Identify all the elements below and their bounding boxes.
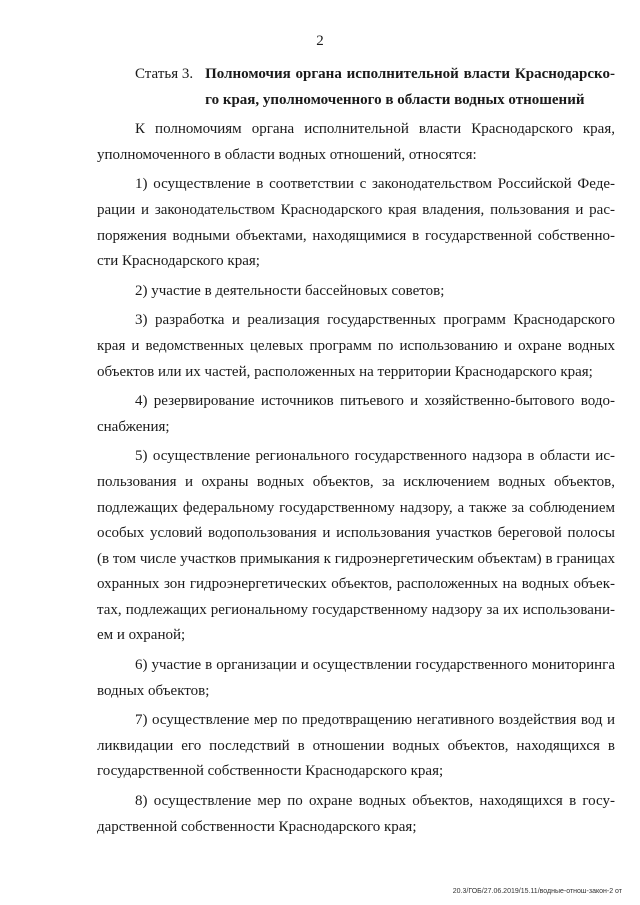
document-footer-code: 20.3/ГОБ/27.06.2019/15.11/водные-отнош-закон-2 от (452, 888, 622, 895)
paragraph-item-3: 3) разработка и реализация государственных программ Краснодарского края и ведомственных целевых программ по использованию и охране водных объектов или их частей, расположенных на территории Краснодарского края; (97, 312, 615, 380)
paragraph-item-5: 5) осуществление регионального государственного надзора в области использования и охраны водных объектов, за исключением водных объектов, подлежащих федеральному государственному надзору, а также за соблюдением особых условий водопользования и использования участков береговой полосы (в том числе участков примыкания к гидроэнергетическим объектам) в границах охранных зон гидроэнергетических объектов, расположенных на водных объектах, подлежащих региональному государственному надзору за их использованием и охраной; (97, 448, 615, 644)
page-number: 2 (316, 33, 324, 49)
paragraph-item-2: 2) участие в деятельности бассейновых советов; (135, 282, 445, 299)
article-number: Статья 3. (135, 66, 194, 82)
paragraph-item-4: 4) резервирование источников питьевого и хозяйственно-бытового водоснабжения; (97, 393, 615, 435)
article-heading (97, 62, 615, 113)
document-body (97, 62, 615, 840)
paragraph-item-8: 8) осуществление мер по охране водных объектов, находящихся в государственной собственности Краснодарского края; (97, 793, 615, 835)
paragraph-intro: К полномочиям органа исполнительной власти Краснодарского края, уполномоченного в области водных отношений, относятся: (97, 121, 615, 163)
article-title: Полномочия органа исполнительной власти Краснодарского края, уполномоченного в области водных отношений (205, 66, 615, 108)
paragraph-item-1: 1) осуществление в соответствии с законодательством Российской Федерации и законодательством Краснодарского края владения, пользования и распоряжения водными объектами, находящимися в государственной собственности Краснодарского края; (97, 176, 615, 270)
paragraph-item-6: 6) участие в организации и осуществлении государственного мониторинга водных объектов; (97, 657, 615, 699)
paragraph-item-7: 7) осуществление мер по предотвращению негативного воздействия вод и ликвидации его последствий в отношении водных объектов, находящихся в государственной собственности Краснодарского края; (97, 712, 615, 780)
